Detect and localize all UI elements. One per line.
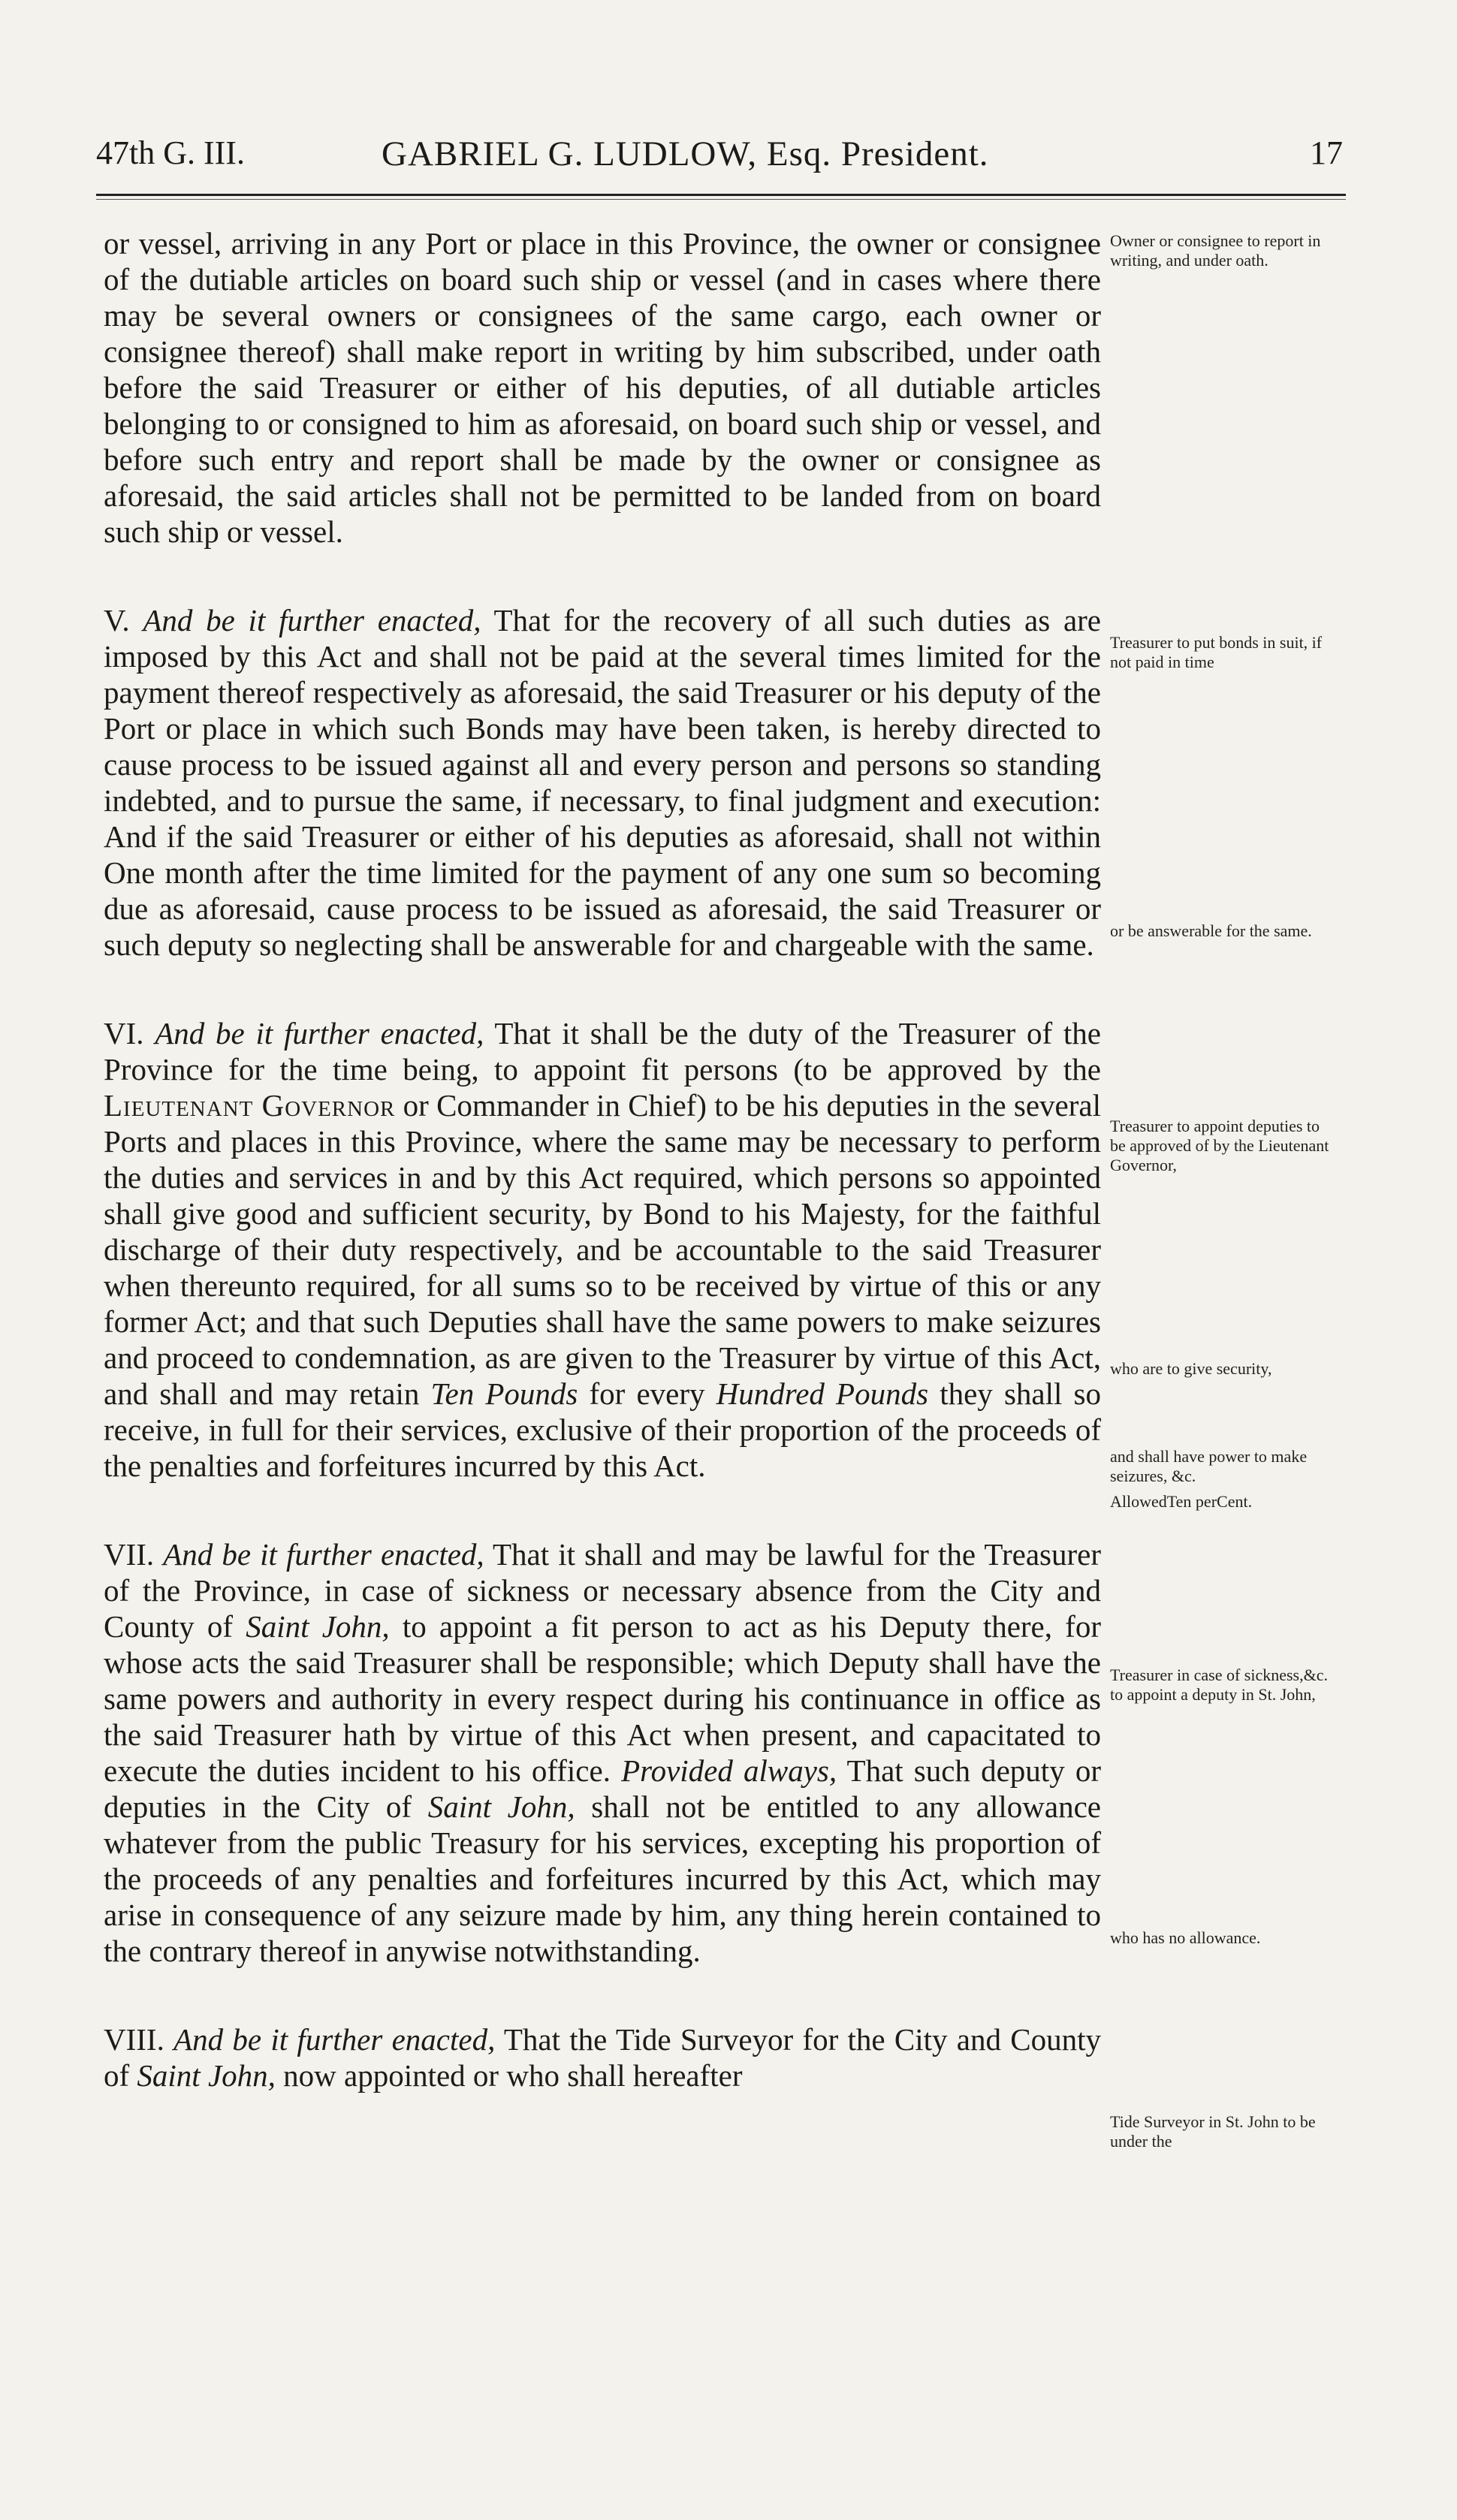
header-rule-thin	[96, 199, 1346, 200]
margin-note: Treasurer to appoint deputies to be approved of by the Lieutenant Governor,	[1110, 1117, 1329, 1174]
section-text-run: Saint John,	[137, 2058, 276, 2093]
main-text-column	[104, 225, 1101, 2146]
margin-note: Owner or consignee to report in writing, and under oath.	[1110, 231, 1321, 270]
section-text-run: or Commander in Chief) to be his deputies in the several Ports and places in this Province, where the same may be necessary to perform the duties and services in and by this Act required, which persons so appointed shall give good and sufficient security, by Bond to his Majesty, for the faithful discharge of their duty respectively, and be accountable to the said Treasurer when thereunto required, for all sums so to be received by virtue of this or any former Act; and that such Deputies shall have the same powers to make seizures and proceed to condemnation, as are given to the Treasurer by virtue of this Act, and shall and may retain	[104, 1088, 1101, 1411]
section-text-run: VIII.	[104, 2022, 174, 2057]
section-text-run: or vessel, arriving in any Port or place in this Province, the owner or consignee of the dutiable articles on board such ship or vessel (and in cases where there may be several owners or consignees of the same cargo, each owner or consignee thereof) shall make report in writing by him subscribed, under oath before the said Treasurer or either of his deputies, of all dutiable articles belonging to or consigned to him as aforesaid, on board such ship or vessel, and before such entry and report shall be made by the owner or consignee as aforesaid, the said articles shall not be permitted to be landed from on board such ship or vessel.	[104, 226, 1101, 549]
margin-note: Treasurer to put bonds in suit, if not paid in time	[1110, 633, 1323, 671]
section-text-run: Ten Pounds	[430, 1376, 578, 1411]
section-text-run: V.	[104, 603, 143, 638]
header-title: GABRIEL G. LUDLOW, Esq. President.	[382, 134, 989, 173]
section-text-run: That for the recovery of all such duties as are imposed by this Act and shall not be paid at the several times limited for the payment thereof respectively as aforesaid, the said Treasurer or his deputy of the Port or place in which such Bonds may have been taken, is hereby directed to cause process to be issued against all and every person and persons so standing indebted, and to pursue the same, if necessary, to final judgment and execution: And if the said Treasurer or either of his deputies as aforesaid, shall not within One month after the time limited for the payment of any one sum so becoming due as aforesaid, cause process to be issued as aforesaid, the said Treasurer or such deputy so neglecting shall be answerable for and chargeable with the same.	[104, 603, 1101, 962]
section-text-run: Saint John,	[246, 1609, 390, 1644]
section-text-run: to appoint a fit person to act as his Deputy there, for whose acts the said Treasurer shall be responsible; which Deputy shall have the same powers and authority in every respect during his continuance in office as the said Treasurer hath by virtue of this Act when present, and capacitated to execute the duties incident to his office.	[104, 1609, 1101, 1788]
section-text-run: And be it further enacted,	[173, 2022, 496, 2057]
section-vi	[104, 1015, 1101, 1484]
margin-note: or be answerable for the same.	[1110, 921, 1312, 940]
margin-note: and shall have power to make seizures, &c.	[1110, 1447, 1308, 1485]
section-text-run: And be it further enacted,	[163, 1537, 484, 1572]
section-text-run: That such deputy or deputies in the City of	[104, 1753, 1101, 1824]
section-viii	[104, 2021, 1101, 2093]
header-regnal-year: 47th G. III.	[96, 134, 245, 171]
section-cont	[104, 225, 1101, 550]
header-rule	[96, 194, 1346, 196]
margin-note: Treasurer in case of sickness,&c. to appoint a deputy in St. John,	[1110, 1665, 1328, 1704]
section-text-run: now appointed or who shall hereafter	[275, 2058, 743, 2093]
section-text-run: shall not be entitled to any allowance whatever from the public Treasury for his services, excepting his proportion of the proceeds of any penalties and forfeitures incurred by this Act, which may arise in consequence of any seizure made by him, any thing herein contained to the contrary thereof in anywise notwithstanding.	[104, 1789, 1101, 1968]
section-text-run: Saint John,	[427, 1789, 575, 1824]
section-v	[104, 602, 1101, 963]
section-text-run: And be it further enacted,	[143, 603, 481, 638]
margin-note: AllowedTen perCent.	[1110, 1492, 1253, 1511]
section-vii	[104, 1536, 1101, 1969]
running-header	[96, 134, 1343, 186]
section-text-run: That the Tide Surveyor for the City and County of	[104, 2022, 1101, 2093]
section-text-run: That it shall be the duty of the Treasurer of the Province for the time being, to appoint fit persons (to be approved by the	[104, 1016, 1101, 1087]
margin-note: who are to give security,	[1110, 1359, 1272, 1378]
section-text-run: That it shall and may be lawful for the Treasurer of the Province, in case of sickness or necessary absence from the City and County of	[104, 1537, 1101, 1644]
section-text-run: VI.	[104, 1016, 155, 1051]
section-text-run: they shall so receive, in full for their services, exclusive of their proportion of the proceeds of the penalties and forfeitures incurred by this Act.	[104, 1376, 1101, 1483]
section-text-run: And be it further enacted,	[155, 1016, 484, 1051]
section-text-run: Provided always,	[621, 1753, 837, 1788]
section-text-run: Hundred Pounds	[716, 1376, 929, 1411]
section-text-run: Lieutenant Governor	[104, 1088, 396, 1123]
margin-note: who has no allowance.	[1110, 1928, 1261, 1947]
margin-note: Tide Surveyor in St. John to be under the	[1110, 2112, 1316, 2151]
section-text-run: VII.	[104, 1537, 164, 1572]
section-text-run: for every	[578, 1376, 716, 1411]
page-number: 17	[1310, 134, 1343, 171]
